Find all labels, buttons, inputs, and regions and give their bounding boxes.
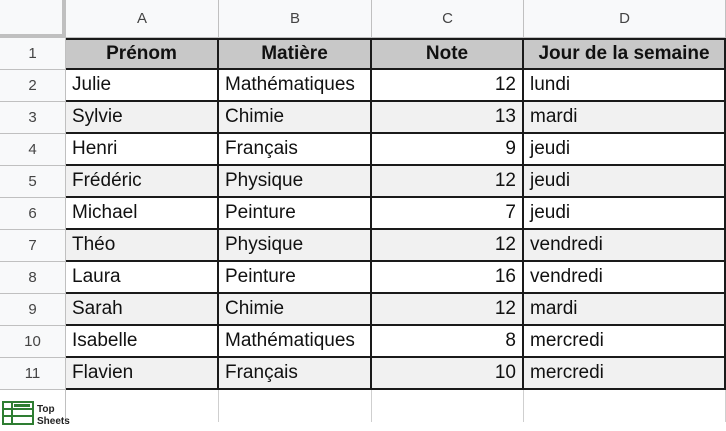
row-header-3[interactable]: 3 (0, 102, 66, 134)
column-header-b[interactable]: B (219, 0, 372, 38)
header-cell-jour[interactable]: Jour de la semaine (524, 38, 726, 70)
cell-note[interactable]: 10 (372, 358, 524, 390)
column-header-a[interactable]: A (66, 0, 219, 38)
cell-note[interactable]: 12 (372, 230, 524, 262)
cell-prenom[interactable]: Laura (66, 262, 219, 294)
cell-prenom[interactable]: Sylvie (66, 102, 219, 134)
cell-jour[interactable]: jeudi (524, 198, 726, 230)
row-header-2[interactable]: 2 (0, 70, 66, 102)
cell-matiere[interactable]: Physique (219, 230, 372, 262)
cell-note[interactable]: 12 (372, 294, 524, 326)
row-header-6[interactable]: 6 (0, 198, 66, 230)
cell-note[interactable]: 8 (372, 326, 524, 358)
cell-note[interactable]: 16 (372, 262, 524, 294)
cell-prenom[interactable]: Isabelle (66, 326, 219, 358)
top-sheets-logo (2, 400, 70, 431)
table-row (0, 198, 726, 230)
row-header-7[interactable]: 7 (0, 230, 66, 262)
spreadsheet-logo-icon (2, 400, 34, 431)
cell-matiere[interactable]: Physique (219, 166, 372, 198)
cell-prenom[interactable]: Michael (66, 198, 219, 230)
cell-matiere[interactable]: Peinture (219, 198, 372, 230)
cell-matiere[interactable]: Français (219, 358, 372, 390)
table-row (0, 102, 726, 134)
row-header-4[interactable]: 4 (0, 134, 66, 166)
table-row (0, 70, 726, 102)
logo-text-line1: Top (37, 403, 55, 415)
cell-prenom[interactable]: Frédéric (66, 166, 219, 198)
column-header-c[interactable]: C (372, 0, 524, 38)
cell-prenom[interactable]: Sarah (66, 294, 219, 326)
cell-jour[interactable]: jeudi (524, 166, 726, 198)
cell-matiere[interactable]: Peinture (219, 262, 372, 294)
table-row (0, 166, 726, 198)
table-row (0, 326, 726, 358)
table-row (0, 262, 726, 294)
row-header-10[interactable]: 10 (0, 326, 66, 358)
logo-text-line2: Sheets (37, 415, 70, 427)
cell-note[interactable]: 7 (372, 198, 524, 230)
cell-jour[interactable]: lundi (524, 70, 726, 102)
empty-cell[interactable] (372, 390, 524, 422)
row-header-5[interactable]: 5 (0, 166, 66, 198)
cell-prenom[interactable]: Flavien (66, 358, 219, 390)
empty-cell[interactable] (219, 390, 372, 422)
row-header-8[interactable]: 8 (0, 262, 66, 294)
empty-cell[interactable] (524, 390, 726, 422)
cell-jour[interactable]: jeudi (524, 134, 726, 166)
cell-note[interactable]: 13 (372, 102, 524, 134)
table-area (0, 38, 726, 390)
select-all-corner[interactable] (0, 0, 66, 38)
table-row (0, 358, 726, 390)
cell-matiere[interactable]: Chimie (219, 102, 372, 134)
cell-note[interactable]: 12 (372, 166, 524, 198)
column-header-d[interactable]: D (524, 0, 726, 38)
cell-jour[interactable]: mercredi (524, 326, 726, 358)
cell-jour[interactable]: mardi (524, 102, 726, 134)
row-header-9[interactable]: 9 (0, 294, 66, 326)
empty-row (0, 390, 726, 422)
cell-jour[interactable]: mardi (524, 294, 726, 326)
row-header-11[interactable]: 11 (0, 358, 66, 390)
header-cell-matiere[interactable]: Matière (219, 38, 372, 70)
empty-cell[interactable] (66, 390, 219, 422)
cell-prenom[interactable]: Julie (66, 70, 219, 102)
cell-matiere[interactable]: Chimie (219, 294, 372, 326)
header-cell-prenom[interactable]: Prénom (66, 38, 219, 70)
cell-note[interactable]: 9 (372, 134, 524, 166)
cell-jour[interactable]: vendredi (524, 262, 726, 294)
header-cell-note[interactable]: Note (372, 38, 524, 70)
cell-jour[interactable]: vendredi (524, 230, 726, 262)
table-row (0, 134, 726, 166)
cell-note[interactable]: 12 (372, 70, 524, 102)
cell-matiere[interactable]: Mathématiques (219, 70, 372, 102)
cell-prenom[interactable]: Théo (66, 230, 219, 262)
cell-prenom[interactable]: Henri (66, 134, 219, 166)
table-header-row (0, 38, 726, 70)
row-header-1[interactable]: 1 (0, 38, 66, 70)
column-header-row (0, 0, 726, 38)
table-row (0, 294, 726, 326)
cell-matiere[interactable]: Mathématiques (219, 326, 372, 358)
logo-text (37, 404, 70, 428)
cell-jour[interactable]: mercredi (524, 358, 726, 390)
cell-matiere[interactable]: Français (219, 134, 372, 166)
table-row (0, 230, 726, 262)
